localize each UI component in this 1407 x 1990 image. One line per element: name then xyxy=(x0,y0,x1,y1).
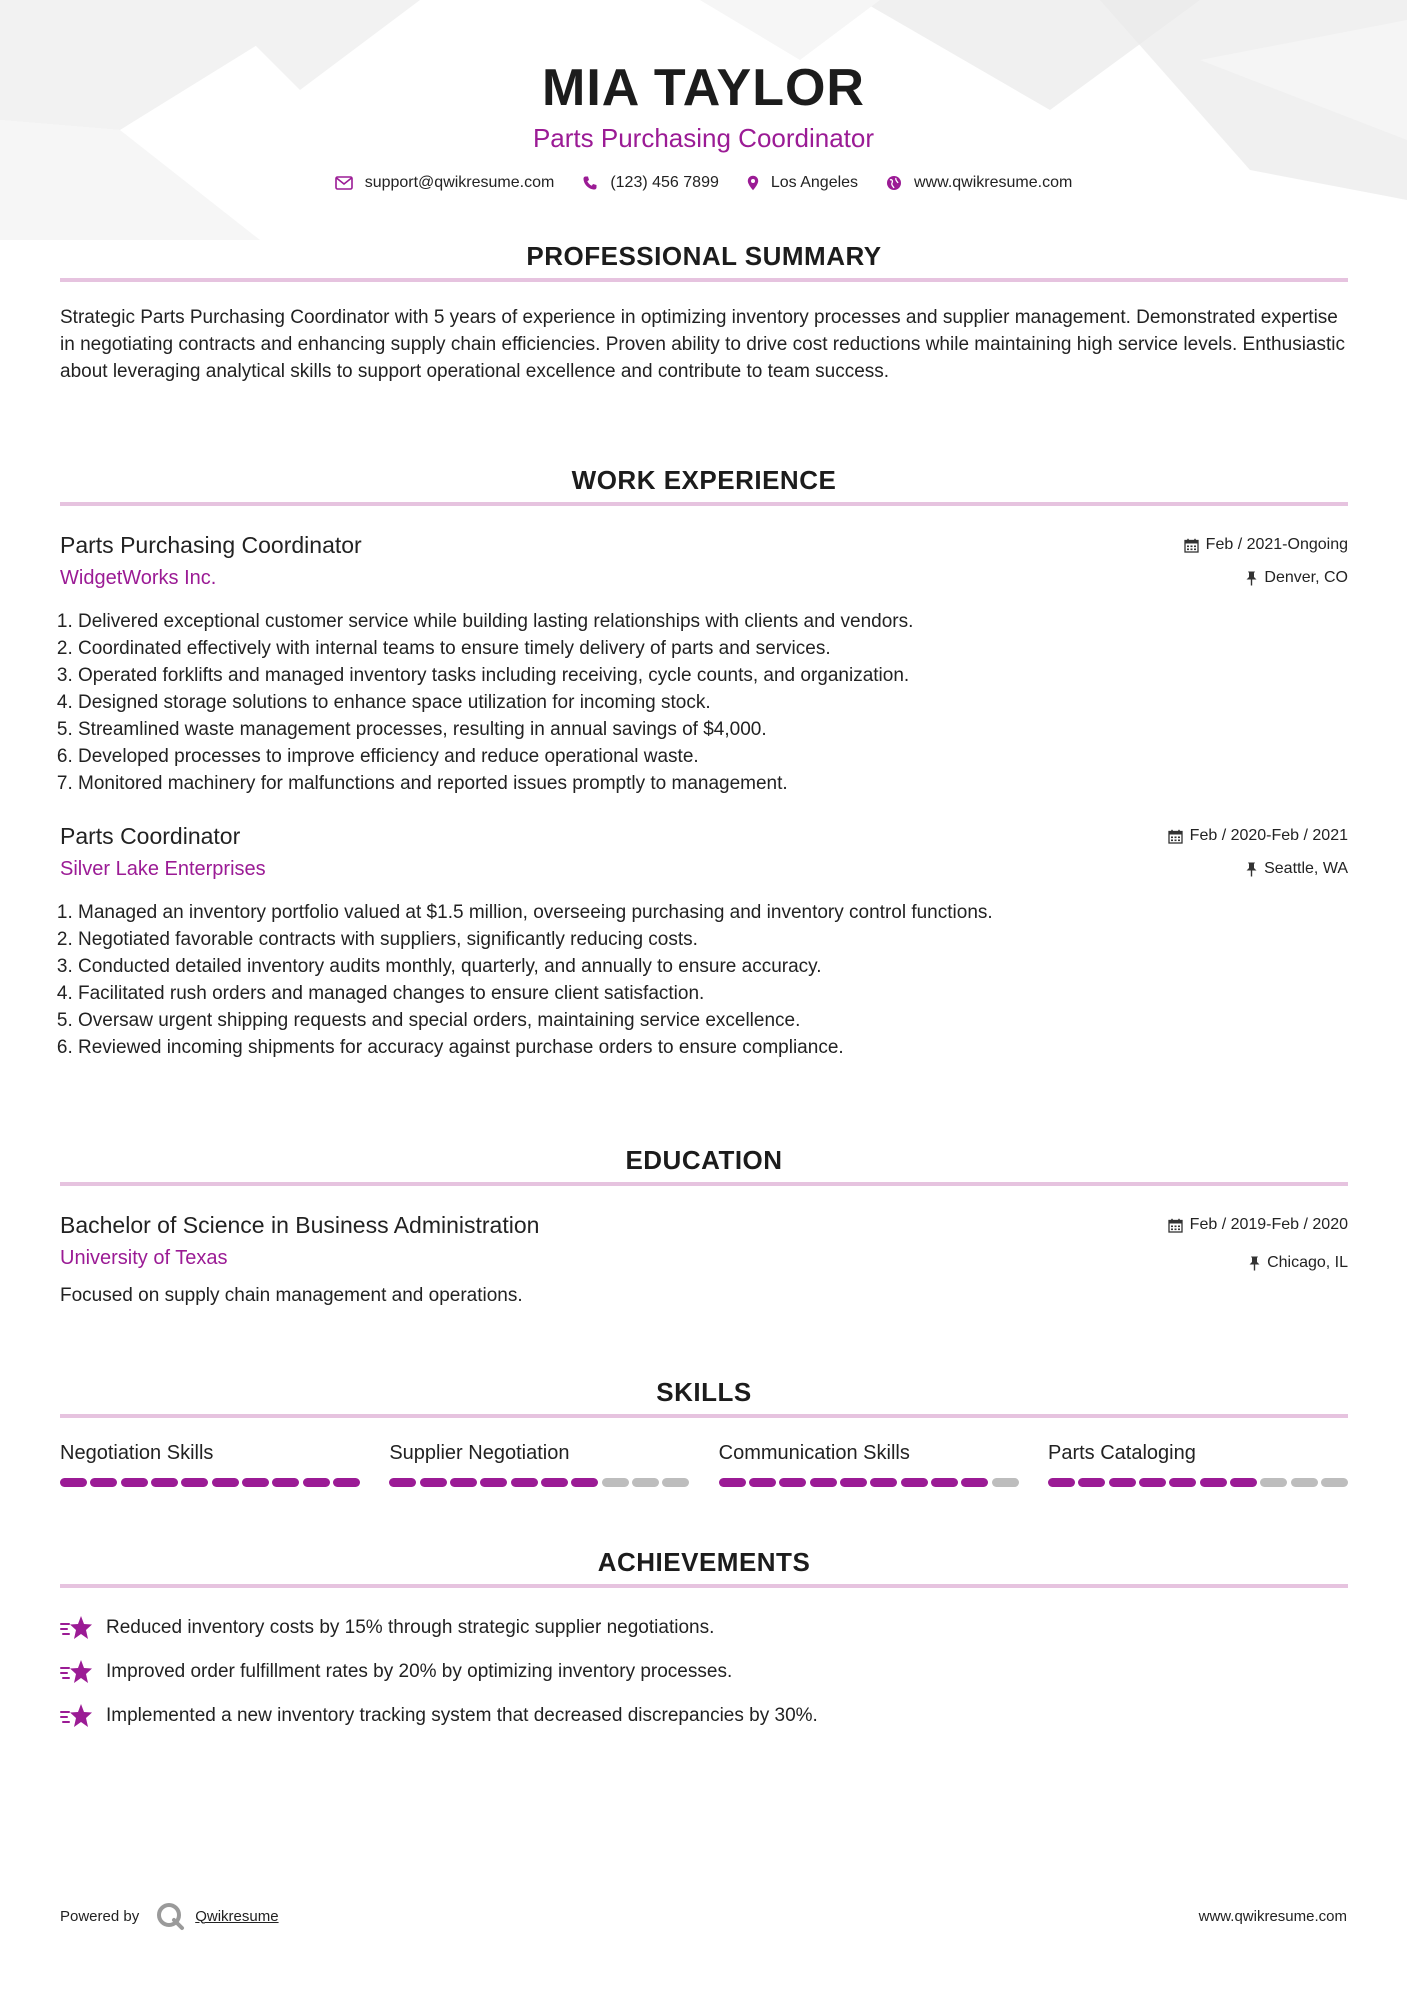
skill-level-segment xyxy=(389,1478,416,1487)
job-dates: Feb / 2021-Ongoing xyxy=(1184,534,1348,556)
powered-by-label: Powered by xyxy=(60,1907,140,1925)
summary-text: Strategic Parts Purchasing Coordinator with 5 years of experience in optimizing inventory processes and supplier management. Demonstrated expertise in negotiating contracts and enhancing supply chain efficiencies. Proven ability to drive cost reductions while maintaining high service levels. Enthusiastic about leveraging analytical skills to support operational excellence and contribute to team success. xyxy=(60,307,1345,382)
skill-level-segment xyxy=(779,1478,806,1487)
list-item xyxy=(60,1606,1348,1650)
degree-title: Bachelor of Science in Business Administration xyxy=(60,1212,540,1238)
skill-level-segment xyxy=(840,1478,867,1487)
skill-level-segment xyxy=(1200,1478,1227,1487)
skill-level-segment xyxy=(181,1478,208,1487)
skill-level-segment xyxy=(810,1478,837,1487)
job-meta xyxy=(1184,534,1348,589)
achievements-section xyxy=(60,1540,1348,1738)
skill-item xyxy=(389,1440,689,1487)
calendar-icon xyxy=(1184,538,1199,553)
job-entry xyxy=(60,530,1348,797)
section-divider xyxy=(60,278,1348,282)
map-pin-icon xyxy=(747,175,759,191)
list-item xyxy=(60,1650,1348,1694)
education-description: Focused on supply chain management and operations. xyxy=(60,1285,523,1306)
list-item xyxy=(60,1694,1348,1738)
skill-name: Negotiation Skills xyxy=(60,1442,214,1464)
contact-email-text: support@qwikresume.com xyxy=(364,174,555,191)
education-dates: Feb / 2019-Feb / 2020 xyxy=(1168,1214,1348,1236)
skill-level-bar xyxy=(1048,1478,1348,1487)
skill-level-segment xyxy=(992,1478,1019,1487)
job-location: Seattle, WA xyxy=(1168,858,1348,880)
skill-level-segment xyxy=(1078,1478,1105,1487)
job-dates: Feb / 2020-Feb / 2021 xyxy=(1168,825,1348,847)
achievement-text: Reduced inventory costs by 15% through strategic supplier negotiations. xyxy=(106,1617,715,1638)
education-meta xyxy=(1168,1214,1348,1274)
job-meta xyxy=(1168,825,1348,880)
skill-level-segment xyxy=(602,1478,629,1487)
education-entry xyxy=(60,1210,1348,1309)
list-item: 3. Operated forklifts and managed inventory tasks including receiving, cycle counts, and organization. xyxy=(78,662,1348,689)
skill-level-segment xyxy=(242,1478,269,1487)
skill-level-segment xyxy=(1139,1478,1166,1487)
shooting-star-icon xyxy=(60,1659,92,1685)
job-company: WidgetWorks Inc. xyxy=(60,567,217,589)
skill-level-segment xyxy=(1321,1478,1348,1487)
skill-level-segment xyxy=(1109,1478,1136,1487)
achievements-list xyxy=(60,1606,1348,1738)
skill-item xyxy=(1048,1440,1348,1487)
resume-header xyxy=(0,0,1407,192)
shooting-star-icon xyxy=(60,1615,92,1641)
list-item: 3. Conducted detailed inventory audits monthly, quarterly, and annually to ensure accuracy. xyxy=(78,953,1348,980)
skill-level-segment xyxy=(1169,1478,1196,1487)
pushpin-icon xyxy=(1246,571,1257,586)
job-bullets xyxy=(60,899,1348,1061)
skill-level-segment xyxy=(662,1478,689,1487)
skill-level-bar xyxy=(60,1478,360,1487)
section-divider xyxy=(60,502,1348,506)
skill-level-segment xyxy=(1291,1478,1318,1487)
skill-level-segment xyxy=(632,1478,659,1487)
skill-level-segment xyxy=(749,1478,776,1487)
skill-level-segment xyxy=(511,1478,538,1487)
list-item: 7. Monitored machinery for malfunctions and reported issues promptly to management. xyxy=(78,770,1348,797)
skill-level-segment xyxy=(212,1478,239,1487)
skill-level-segment xyxy=(420,1478,447,1487)
skill-level-segment xyxy=(1048,1478,1075,1487)
contact-bar xyxy=(0,174,1407,192)
education-section xyxy=(60,1138,1348,1309)
contact-website[interactable] xyxy=(886,174,1072,192)
contact-website-text: www.qwikresume.com xyxy=(914,174,1073,191)
contact-phone[interactable] xyxy=(582,174,719,192)
school-name: University of Texas xyxy=(60,1247,228,1269)
list-item: 6. Reviewed incoming shipments for accuracy against purchase orders to ensure compliance. xyxy=(78,1034,1348,1061)
contact-location xyxy=(747,174,858,192)
contact-email[interactable] xyxy=(335,174,555,192)
job-bullets xyxy=(60,608,1348,797)
skill-level-segment xyxy=(571,1478,598,1487)
skill-level-segment xyxy=(272,1478,299,1487)
skill-name: Supplier Negotiation xyxy=(389,1442,570,1464)
skill-level-segment xyxy=(151,1478,178,1487)
list-item: 2. Negotiated favorable contracts with suppliers, significantly reducing costs. xyxy=(78,926,1348,953)
skill-level-segment xyxy=(870,1478,897,1487)
qwikresume-link[interactable]: Qwikresume xyxy=(195,1907,279,1925)
job-entry xyxy=(60,821,1348,1061)
achievement-text: Improved order fulfillment rates by 20% by optimizing inventory processes. xyxy=(106,1661,733,1682)
list-item: 6. Developed processes to improve efficiency and reduce operational waste. xyxy=(78,743,1348,770)
email-icon xyxy=(335,176,353,190)
list-item: 4. Facilitated rush orders and managed changes to ensure client satisfaction. xyxy=(78,980,1348,1007)
contact-location-text: Los Angeles xyxy=(770,174,859,191)
skill-level-segment xyxy=(90,1478,117,1487)
skill-level-bar xyxy=(719,1478,1019,1487)
list-item: 4. Designed storage solutions to enhance space utilization for incoming stock. xyxy=(78,689,1348,716)
powered-by xyxy=(60,1901,279,1931)
section-divider xyxy=(60,1182,1348,1186)
skill-name: Communication Skills xyxy=(718,1442,910,1464)
skill-level-segment xyxy=(121,1478,148,1487)
skills-heading: SKILLS xyxy=(656,1377,752,1407)
phone-icon xyxy=(582,175,598,191)
skill-level-segment xyxy=(1260,1478,1287,1487)
list-item: 2. Coordinated effectively with internal teams to ensure timely delivery of parts and services. xyxy=(78,635,1348,662)
list-item: 1. Managed an inventory portfolio valued at $1.5 million, overseeing purchasing and inventory control functions. xyxy=(78,899,1348,926)
skills-section xyxy=(60,1370,1348,1487)
skill-name: Parts Cataloging xyxy=(1047,1442,1196,1464)
contact-phone-text: (123) 456 7899 xyxy=(610,174,719,191)
education-location: Chicago, IL xyxy=(1168,1252,1348,1274)
skill-level-segment xyxy=(303,1478,330,1487)
skill-item xyxy=(60,1440,360,1487)
skill-level-segment xyxy=(719,1478,746,1487)
page-footer xyxy=(60,1896,1347,1936)
experience-section xyxy=(60,458,1348,1061)
skill-level-bar xyxy=(389,1478,689,1487)
achievements-heading: ACHIEVEMENTS xyxy=(597,1547,811,1577)
job-title: Parts Purchasing Coordinator xyxy=(60,532,362,558)
summary-heading: PROFESSIONAL SUMMARY xyxy=(526,241,882,271)
candidate-title: Parts Purchasing Coordinator xyxy=(532,123,875,153)
calendar-icon xyxy=(1168,829,1183,844)
skill-level-segment xyxy=(1230,1478,1257,1487)
calendar-icon xyxy=(1168,1218,1183,1233)
skill-level-segment xyxy=(931,1478,958,1487)
pushpin-icon xyxy=(1246,862,1257,877)
candidate-name: MIA TAYLOR xyxy=(542,59,865,117)
skill-level-segment xyxy=(541,1478,568,1487)
skill-level-segment xyxy=(450,1478,477,1487)
section-divider xyxy=(60,1414,1348,1418)
experience-heading: WORK EXPERIENCE xyxy=(571,465,837,495)
education-heading: EDUCATION xyxy=(625,1145,783,1175)
skill-level-segment xyxy=(961,1478,988,1487)
list-item: 5. Oversaw urgent shipping requests and special orders, maintaining service excellence. xyxy=(78,1007,1348,1034)
skill-level-segment xyxy=(333,1478,360,1487)
job-company: Silver Lake Enterprises xyxy=(60,858,266,880)
skills-row xyxy=(60,1440,1348,1487)
skill-level-segment xyxy=(60,1478,87,1487)
qwikresume-logo-icon xyxy=(155,1901,185,1931)
job-title: Parts Coordinator xyxy=(60,823,241,849)
job-location: Denver, CO xyxy=(1184,567,1348,589)
section-divider xyxy=(60,1584,1348,1588)
summary-section xyxy=(60,234,1348,385)
globe-icon xyxy=(886,175,902,191)
achievement-text: Implemented a new inventory tracking system that decreased discrepancies by 30%. xyxy=(106,1705,818,1726)
skill-item xyxy=(719,1440,1019,1487)
list-item: 1. Delivered exceptional customer service while building lasting relationships with clients and vendors. xyxy=(78,608,1348,635)
pushpin-icon xyxy=(1249,1256,1260,1271)
skill-level-segment xyxy=(901,1478,928,1487)
shooting-star-icon xyxy=(60,1703,92,1729)
skill-level-segment xyxy=(480,1478,507,1487)
footer-website-link[interactable]: www.qwikresume.com xyxy=(1198,1907,1347,1925)
list-item: 5. Streamlined waste management processes, resulting in annual savings of $4,000. xyxy=(78,716,1348,743)
